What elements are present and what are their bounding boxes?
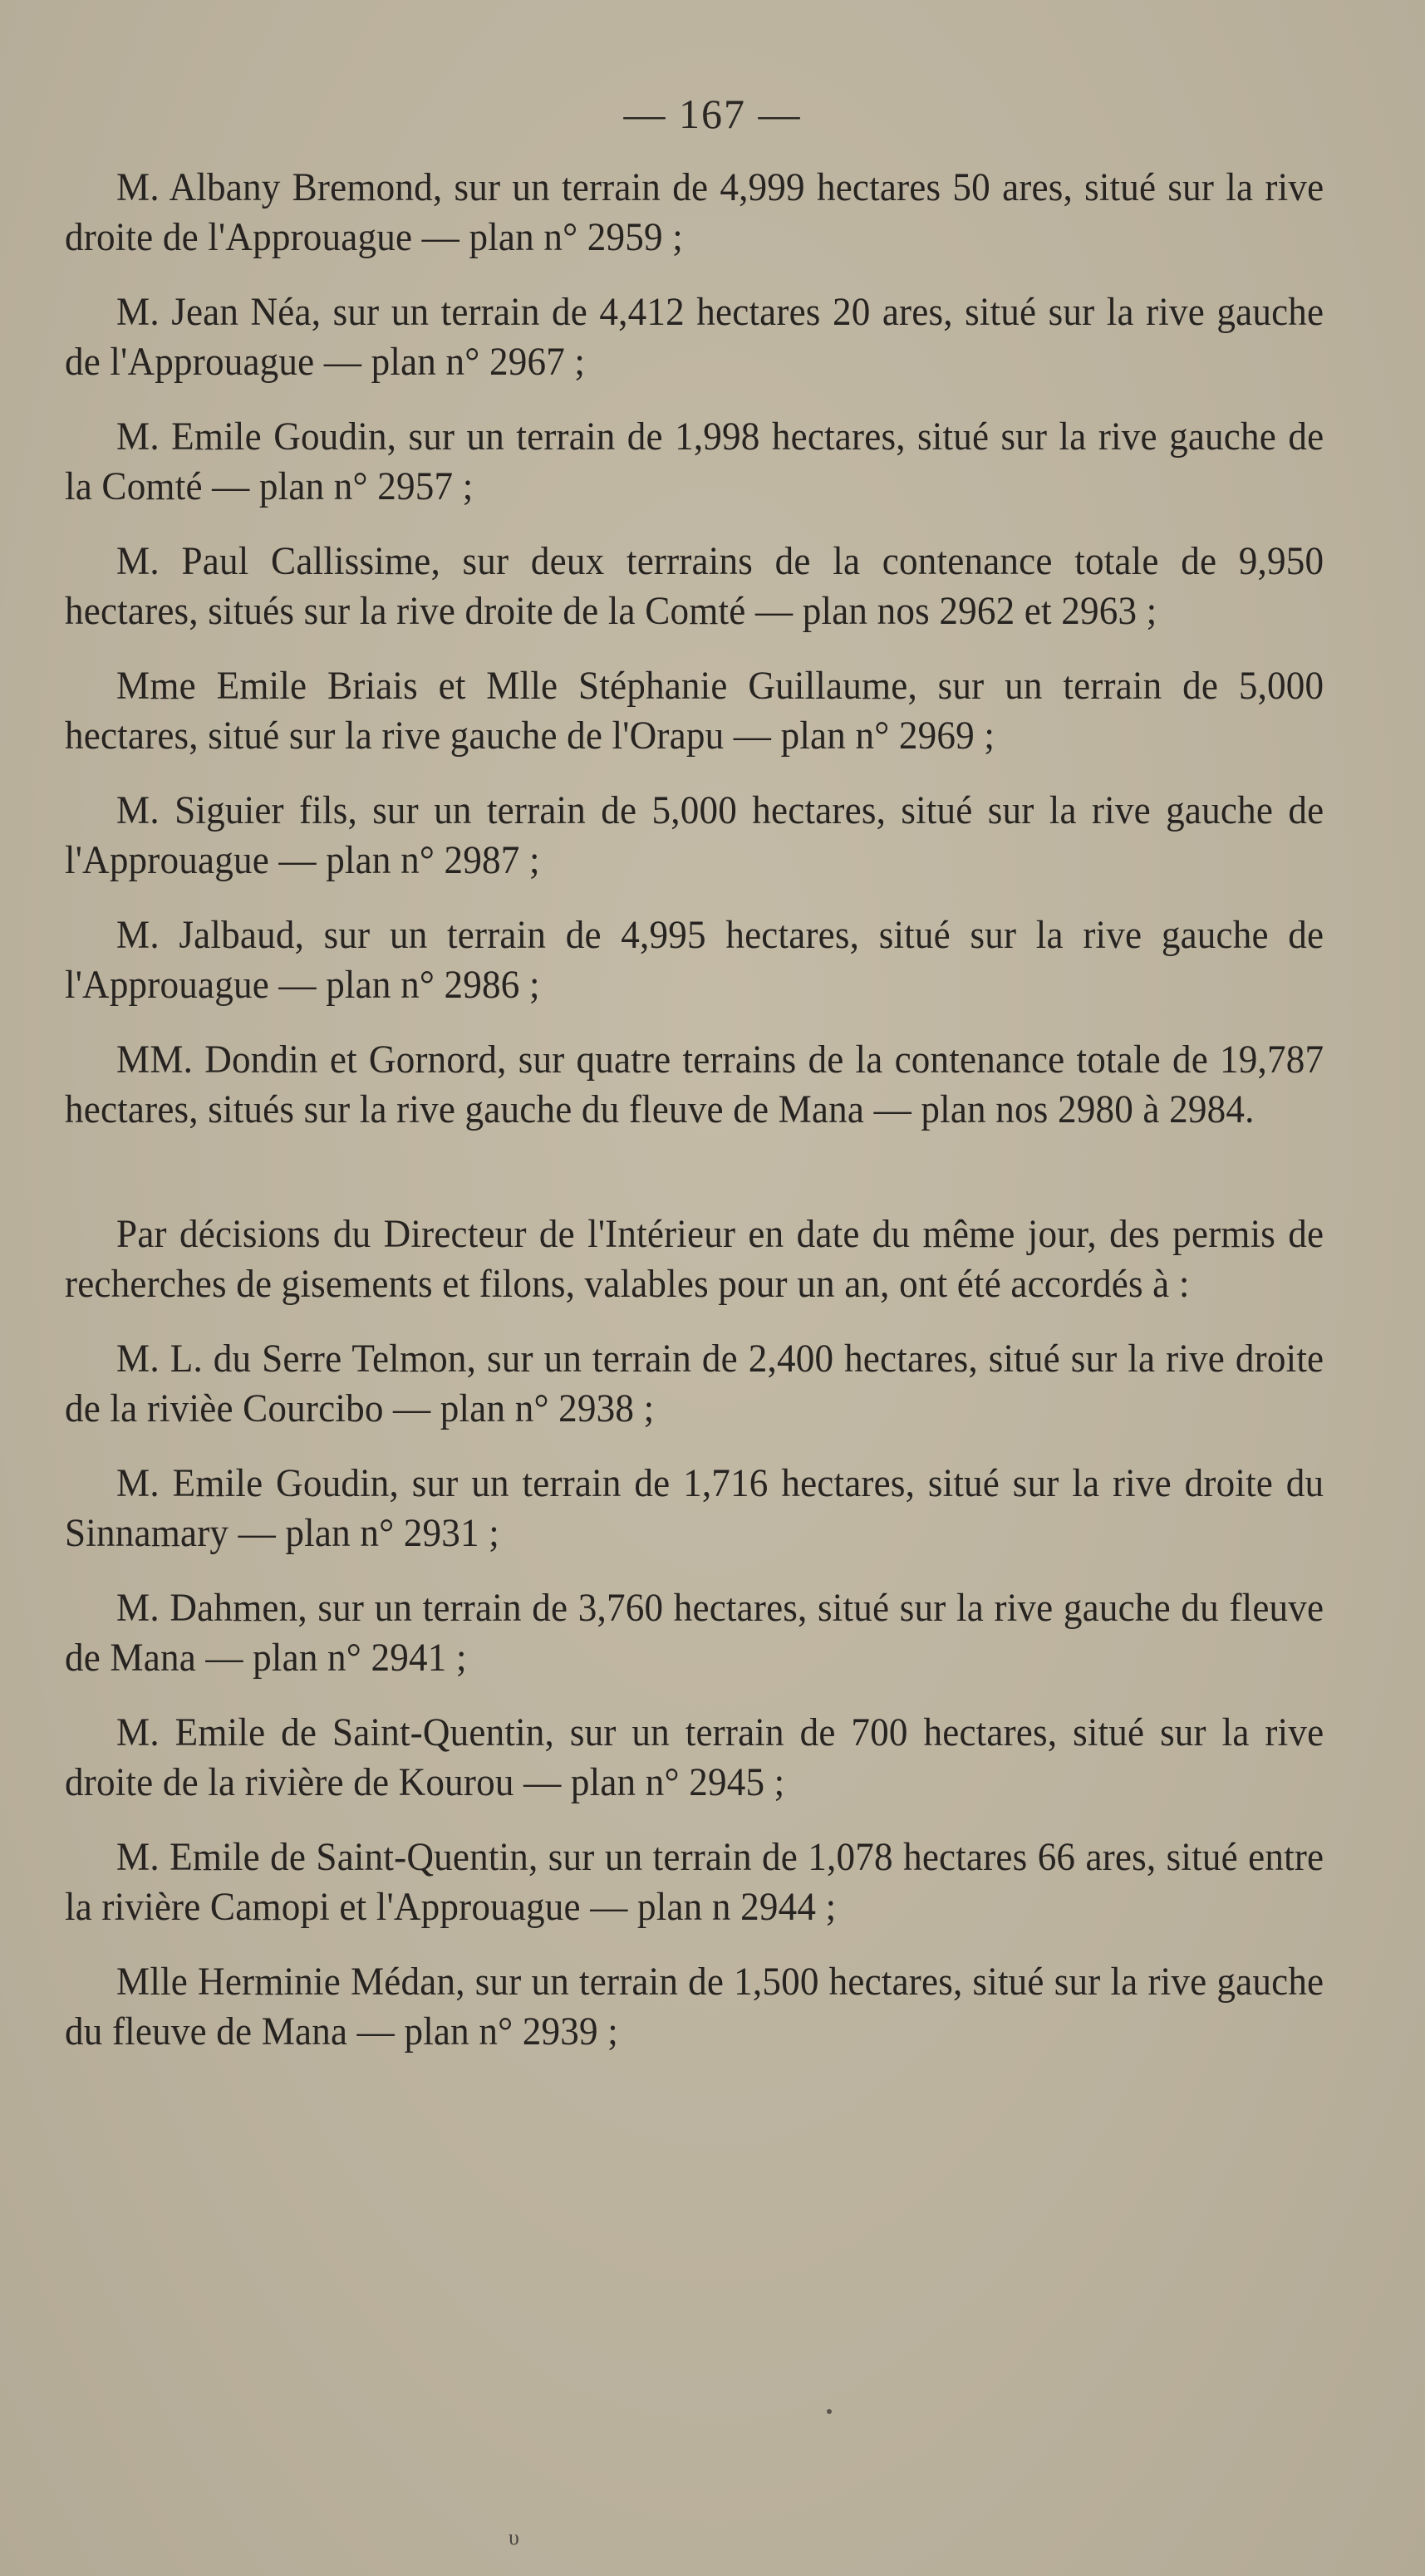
paragraph-dahmen: M. Dahmen, sur un terrain de 3,760 hectares, situé sur la rive gauche du fleuve de Mana — plan n° 2941 ; xyxy=(65,1586,1324,1680)
paragraph-herminie-medan: Mlle Herminie Médan, sur un terrain de 1,500 hectares, situé sur la rive gauche du fleuve de Mana — plan n° 2939 ; xyxy=(65,1960,1324,2053)
paragraph-saint-quentin-camopi: M. Emile de Saint-Quentin, sur un terrain de 1,078 hectares 66 ares, situé entre la rivière Camopi et l'Approuague — plan n 2944 ; xyxy=(65,1835,1324,1929)
paragraph-emile-goudin-sinnamary: M. Emile Goudin, sur un terrain de 1,716 hectares, situé sur la rive droite du Sinnamary — plan n° 2931 ; xyxy=(65,1461,1324,1555)
ink-speck xyxy=(827,2409,832,2414)
paragraph-saint-quentin-kourou: M. Emile de Saint-Quentin, sur un terrain de 700 hectares, situé sur la rive droite de la rivière de Kourou — plan n° 2945 ; xyxy=(65,1710,1324,1804)
paragraph-briais-guillaume: Mme Emile Briais et Mlle Stéphanie Guillaume, sur un terrain de 5,000 hectares, situé sur la rive gauche de l'Orapu — plan n° 2969 ; xyxy=(65,664,1324,758)
paragraph-serre-telmon: M. L. du Serre Telmon, sur un terrain de 2,400 hectares, situé sur la rive droite de la rivièe Courcibo — plan n° 2938 ; xyxy=(65,1337,1324,1430)
paragraph-siguier-fils: M. Siguier fils, sur un terrain de 5,000 hectares, situé sur la rive gauche de l'Approuague — plan n° 2987 ; xyxy=(65,788,1324,882)
paragraph-emile-goudin-comte: M. Emile Goudin, sur un terrain de 1,998 hectares, situé sur la rive gauche de la Comté — plan n° 2957 ; xyxy=(65,415,1324,508)
footer-mark: υ xyxy=(509,2525,519,2549)
paragraph-jean-nea: M. Jean Néa, sur un terrain de 4,412 hectares 20 ares, situé sur la rive gauche de l'Approuague — plan n° 2967 ; xyxy=(65,290,1324,384)
paragraph-decisions-directeur: Par décisions du Directeur de l'Intérieur en date du même jour, des permis de recherches de gisements et filons, valables pour un an, ont été accordés à : xyxy=(65,1212,1324,1306)
document-body xyxy=(65,163,1324,2057)
paragraph-paul-callissime: M. Paul Callissime, sur deux terrrains de la contenance totale de 9,950 hectares, situés sur la rive droite de la Comté — plan nos 2962 et 2963 ; xyxy=(65,539,1324,633)
paragraph-jalbaud: M. Jalbaud, sur un terrain de 4,995 hectares, situé sur la rive gauche de l'Approuague — plan n° 2986 ; xyxy=(65,913,1324,1007)
paragraph-albany-bremond: M. Albany Bremond, sur un terrain de 4,999 hectares 50 ares, situé sur la rive droite de l'Approuague — plan n° 2959 ; xyxy=(65,165,1324,259)
page-number: — 167 — xyxy=(623,91,802,137)
paragraph-dondin-gornord: MM. Dondin et Gornord, sur quatre terrains de la contenance totale de 19,787 hectares, situés sur la rive gauche du fleuve de Mana — plan nos 2980 à 2984. xyxy=(65,1038,1324,1131)
